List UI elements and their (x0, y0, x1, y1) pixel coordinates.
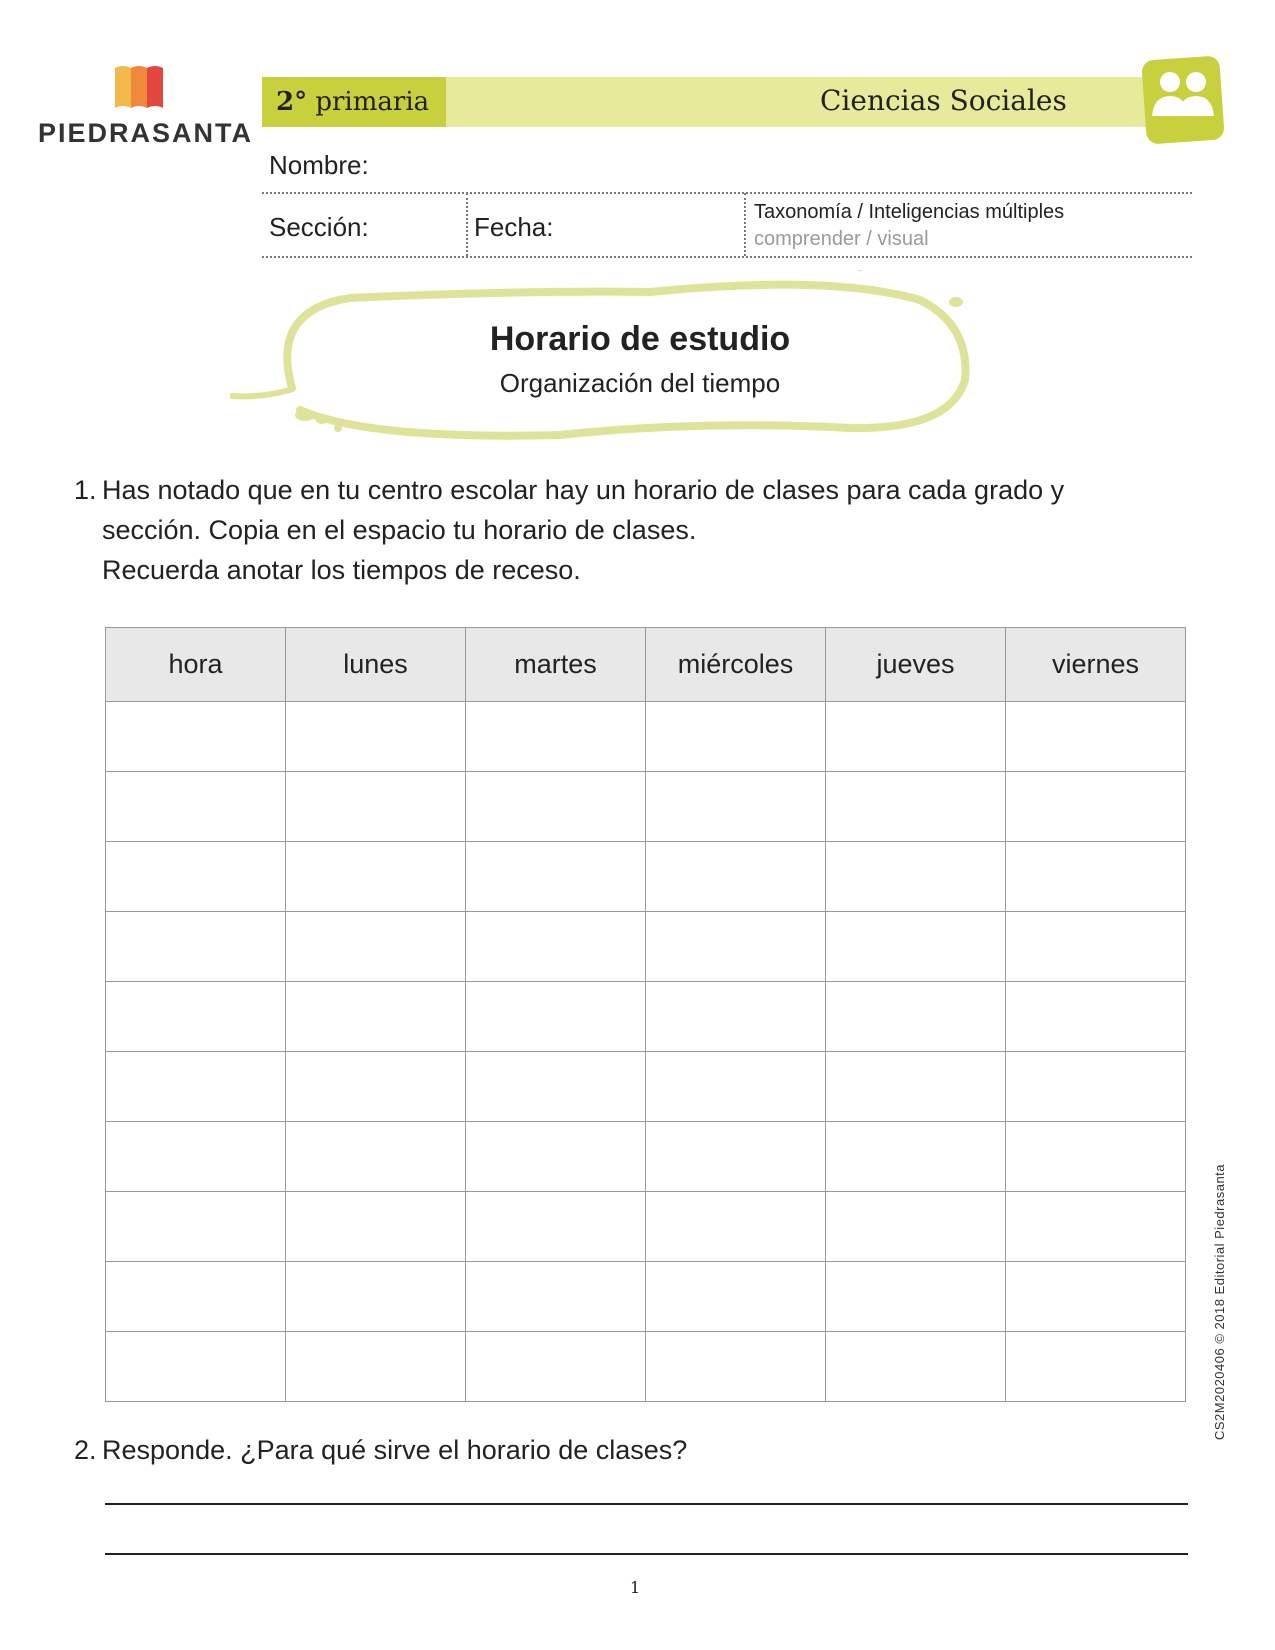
table-cell[interactable] (826, 982, 1006, 1052)
title-splash-decoration (230, 270, 990, 450)
table-cell[interactable] (646, 1052, 826, 1122)
nombre-label: Nombre: (269, 150, 369, 180)
table-cell[interactable] (286, 1332, 466, 1402)
fecha-label: Fecha: (474, 212, 554, 242)
grade-number: 2° (276, 87, 308, 117)
question-1-line-2: sección. Copia en el espacio tu horario de clases. (102, 515, 697, 545)
table-cell[interactable] (106, 1332, 286, 1402)
divider (466, 193, 468, 256)
table-cell[interactable] (466, 1262, 646, 1332)
question-2-text: Responde. ¿Para qué sirve el horario de clases? (102, 1435, 688, 1465)
table-cell[interactable] (646, 1262, 826, 1332)
table-cell[interactable] (466, 1192, 646, 1262)
people-icon (1140, 54, 1226, 146)
subject-title: Ciencias Sociales (820, 84, 1067, 117)
table-row (106, 912, 1186, 982)
table-row (106, 1192, 1186, 1262)
table-cell[interactable] (826, 842, 1006, 912)
table-cell[interactable] (286, 1122, 466, 1192)
table-cell[interactable] (826, 1052, 1006, 1122)
table-cell[interactable] (826, 912, 1006, 982)
table-cell[interactable] (826, 702, 1006, 772)
piedrasanta-logo-icon (113, 62, 169, 110)
table-cell[interactable] (106, 702, 286, 772)
grade-badge (262, 77, 446, 127)
table-cell[interactable] (646, 912, 826, 982)
table-cell[interactable] (106, 842, 286, 912)
logo-wordmark: PIEDRASANTA (38, 118, 254, 148)
question-1-number: 1. (74, 475, 97, 505)
divider (744, 193, 746, 256)
table-cell[interactable] (1006, 1122, 1186, 1192)
table-cell[interactable] (286, 702, 466, 772)
table-cell[interactable] (646, 772, 826, 842)
table-cell[interactable] (826, 772, 1006, 842)
table-cell[interactable] (106, 1192, 286, 1262)
page-number: 1 (630, 1578, 641, 1597)
seccion-label: Sección: (269, 212, 369, 242)
table-cell[interactable] (646, 1332, 826, 1402)
table-cell[interactable] (286, 912, 466, 982)
taxonomia-label: Taxonomía / Inteligencias múltiples (754, 201, 1065, 223)
table-cell[interactable] (1006, 1052, 1186, 1122)
table-cell[interactable] (466, 702, 646, 772)
divider (262, 256, 1192, 258)
table-cell[interactable] (106, 1052, 286, 1122)
question-2-number: 2. (74, 1435, 97, 1465)
table-cell[interactable] (826, 1122, 1006, 1192)
table-row (106, 772, 1186, 842)
table-cell[interactable] (646, 842, 826, 912)
grade-label: primaria (315, 87, 430, 117)
column-header-viernes: viernes (1006, 628, 1186, 702)
table-cell[interactable] (466, 1122, 646, 1192)
table-cell[interactable] (1006, 982, 1186, 1052)
table-cell[interactable] (826, 1262, 1006, 1332)
table-row (106, 842, 1186, 912)
table-cell[interactable] (1006, 1332, 1186, 1402)
table-cell[interactable] (286, 842, 466, 912)
table-cell[interactable] (466, 1332, 646, 1402)
table-cell[interactable] (1006, 702, 1186, 772)
table-cell[interactable] (286, 1192, 466, 1262)
table-cell[interactable] (826, 1192, 1006, 1262)
table-cell[interactable] (826, 1332, 1006, 1402)
table-cell[interactable] (106, 982, 286, 1052)
column-header-lunes: lunes (286, 628, 466, 702)
table-row (106, 1262, 1186, 1332)
column-header-miercoles: miércoles (646, 628, 826, 702)
table-cell[interactable] (1006, 1192, 1186, 1262)
schedule-table (105, 627, 1186, 1402)
table-cell[interactable] (106, 1262, 286, 1332)
schedule-body (106, 702, 1186, 1402)
column-header-hora: hora (106, 628, 286, 702)
table-row (106, 1052, 1186, 1122)
table-cell[interactable] (646, 1122, 826, 1192)
table-cell[interactable] (106, 912, 286, 982)
table-cell[interactable] (1006, 912, 1186, 982)
table-cell[interactable] (466, 912, 646, 982)
column-header-jueves: jueves (826, 628, 1006, 702)
page-subtitle: Organización del tiempo (499, 368, 781, 398)
page-title: Horario de estudio (489, 320, 791, 358)
table-cell[interactable] (1006, 772, 1186, 842)
table-cell[interactable] (646, 702, 826, 772)
table-cell[interactable] (466, 1052, 646, 1122)
table-header-row (106, 628, 1186, 702)
answer-line[interactable] (105, 1553, 1188, 1555)
table-cell[interactable] (286, 1262, 466, 1332)
table-cell[interactable] (286, 772, 466, 842)
table-row (106, 702, 1186, 772)
divider (262, 192, 1192, 194)
question-1-line-1: Has notado que en tu centro escolar hay un horario de clases para cada grado y (102, 475, 1065, 505)
copyright-note: CS2M2020406 © 2018 Editorial Piedrasanta (1212, 1163, 1227, 1440)
table-cell[interactable] (1006, 842, 1186, 912)
table-row (106, 1332, 1186, 1402)
taxonomia-value: comprender / visual (754, 228, 929, 250)
table-cell[interactable] (1006, 1262, 1186, 1332)
table-cell[interactable] (466, 982, 646, 1052)
table-cell[interactable] (286, 1052, 466, 1122)
table-cell[interactable] (466, 772, 646, 842)
table-cell[interactable] (286, 982, 466, 1052)
table-cell[interactable] (646, 982, 826, 1052)
column-header-martes: martes (466, 628, 646, 702)
table-cell[interactable] (466, 842, 646, 912)
table-cell[interactable] (646, 1192, 826, 1262)
answer-line[interactable] (105, 1503, 1188, 1505)
table-cell[interactable] (106, 1122, 286, 1192)
table-row (106, 1122, 1186, 1192)
question-1-line-3: Recuerda anotar los tiempos de receso. (102, 555, 581, 585)
table-row (106, 982, 1186, 1052)
table-cell[interactable] (106, 772, 286, 842)
